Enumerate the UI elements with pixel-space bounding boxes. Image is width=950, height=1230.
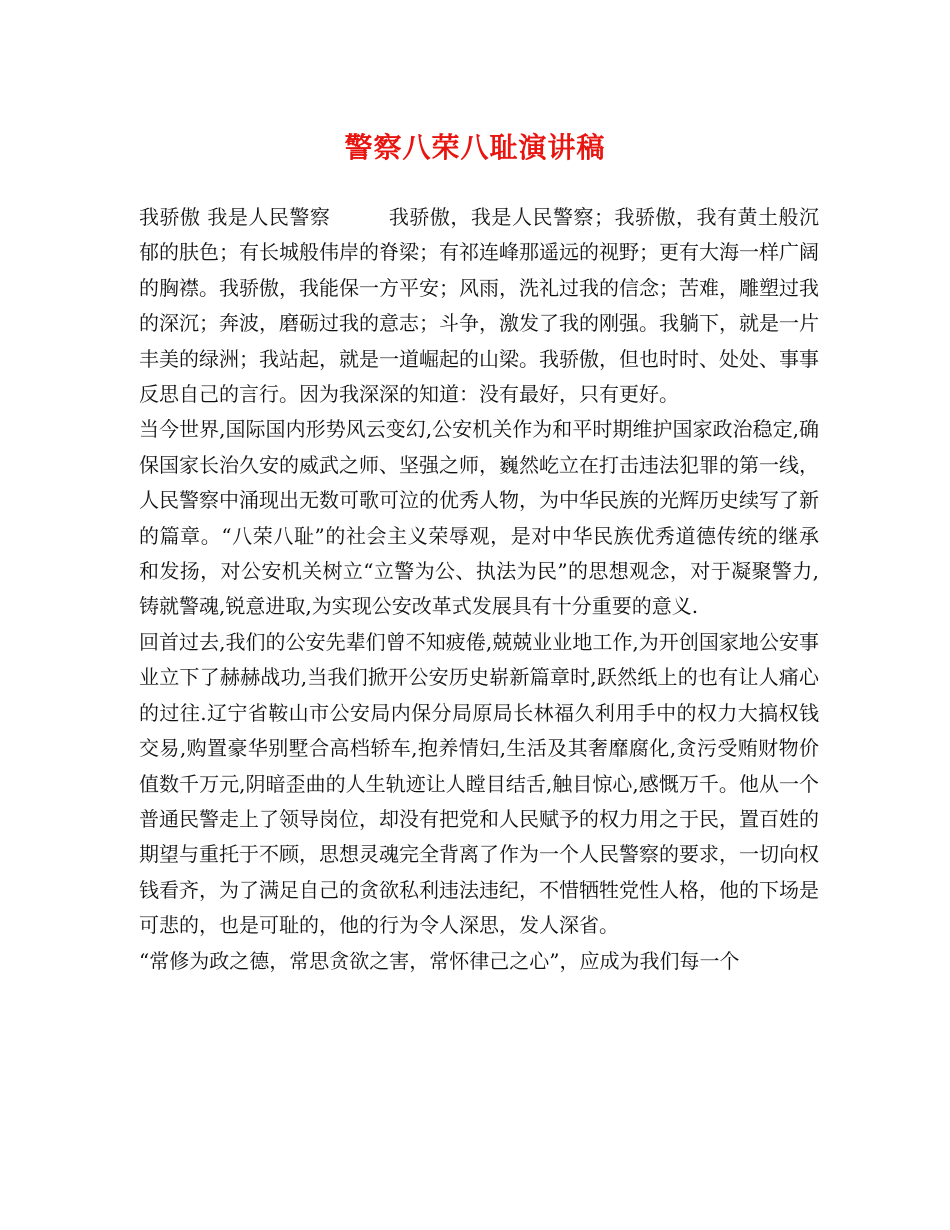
paragraph-intro <box>139 200 819 412</box>
paragraph-history: 回首过去,我们的公安先辈们曾不知疲倦,兢兢业业地工作,为开创国家地公安事业立下了赫赫战功,当我们掀开公安历史崭新篇章时,跃然纸上的也有让人痛心的过往.辽宁省鞍山市公安局内保分局原局长林福久利用手中的权力大搞权钱交易,购置豪华别墅合高档轿车,抱养情妇,生活及其奢靡腐化,贪污受贿财物价值数千万元,阴暗歪曲的人生轨迹让人瞠目结舌,触目惊心,感慨万千。他从一个普通民警走上了领导岗位，却没有把党和人民赋予的权力用之于民，置百姓的期望与重托于不顾，思想灵魂完全背离了作为一个人民警察的要求，一切向权钱看齐，为了满足自己的贪欲私利违法违纪，不惜牺牲党性人格，他的下场是可悲的，也是可耻的，他的行为令人深思，发人深省。 <box>139 629 819 938</box>
lead-heading: 我骄傲 我是人民警察 <box>139 205 331 229</box>
paragraph-quote: “常修为政之德，常思贪欲之害，常怀律己之心”，应成为我们每一个 <box>139 948 740 973</box>
document-body <box>139 200 819 979</box>
paragraph-situation: 当今世界,国际国内形势风云变幻,公安机关作为和平时期维护国家政治稳定,确保国家长治久安的威武之师、坚强之师，巍然屹立在打击违法犯罪的第一线，人民警察中涌现出无数可歌可泣的优秀人物，为中华民族的光辉历史续写了新的篇章。“八荣八耻”的社会主义荣辱观，是对中华民族优秀道德传统的继承和发扬，对公安机关树立“立警为公、执法为民”的思想观念，对于凝聚警力,铸就警魂,锐意进取,为实现公安改革式发展具有十分重要的意义. <box>139 417 819 619</box>
document-title: 警察八荣八耻演讲稿 <box>344 131 606 164</box>
paragraph-text: 我骄傲，我是人民警察；我骄傲，我有黄土般沉郁的肤色；有长城般伟岸的脊梁；有祁连峰那遥远的视野；更有大海一样广阔的胸襟。我骄傲，我能保一方平安；风雨，洗礼过我的信念；苦难，雕塑过我的深沉；奔波，磨砺过我的意志；斗争，激发了我的刚强。我躺下，就是一片丰美的绿洲；我站起，就是一道崛起的山梁。我骄傲，但也时时、处处、事事反思自己的言行。因为我深深的知道：没有最好，只有更好。 <box>139 205 820 407</box>
